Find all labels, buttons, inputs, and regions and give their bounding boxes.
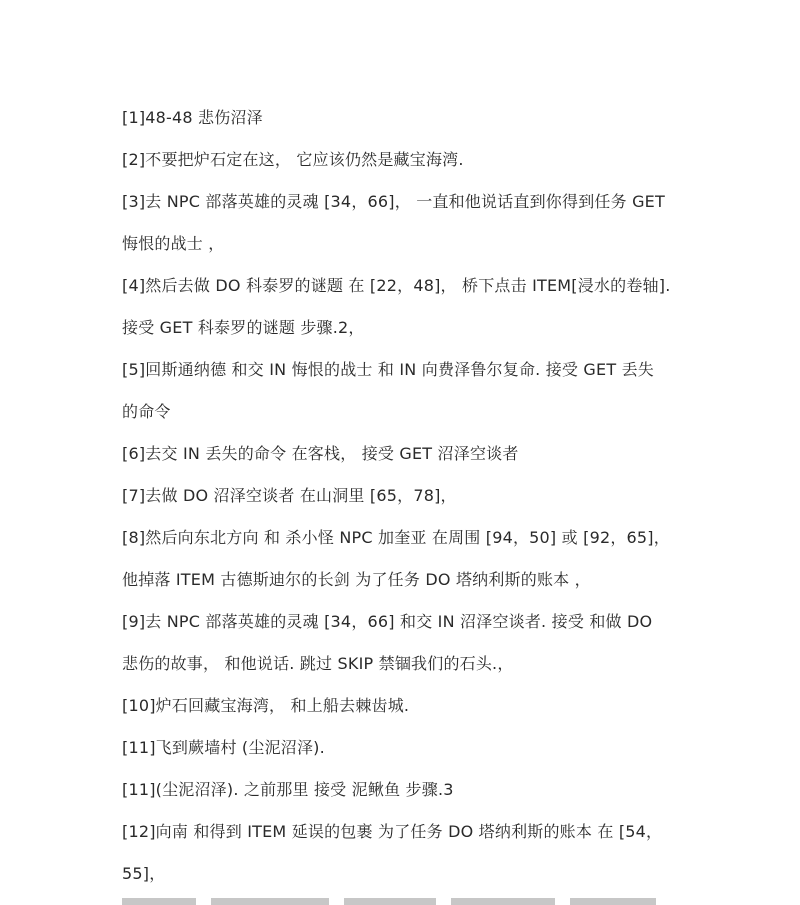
- document-line: 的命令: [122, 402, 171, 421]
- document-line: 接受 GET 科泰罗的谜题 步骤.2，: [122, 318, 365, 337]
- document-line: [1]48-48 悲伤沼泽: [122, 108, 263, 127]
- cutoff-text-fragment: [122, 898, 196, 905]
- document-line: [3]去 NPC 部落英雄的灵魂 [34，66]， 一直和他说话直到你得到任务 GET: [122, 192, 665, 211]
- document-line: 悔恨的战士 ，: [122, 234, 225, 253]
- document-line: [7]去做 DO 沼泽空谈者 在山洞里 [65，78]，: [122, 486, 457, 505]
- document-line: [8]然后向东北方向 和 杀小怪 NPC 加奎亚 在周围 [94，50] 或 [92，65]，: [122, 528, 670, 547]
- cutoff-next-line: [122, 898, 682, 905]
- document-line: [11]飞到蕨墙村 (尘泥沼泽).: [122, 738, 325, 757]
- document-line: [5]回斯通纳德 和交 IN 悔恨的战士 和 IN 向费泽鲁尔复命. 接受 GET 丢失: [122, 360, 654, 379]
- cutoff-text-fragment: [211, 898, 329, 905]
- document-line: 55]，: [122, 864, 166, 883]
- document-line: [2]不要把炉石定在这， 它应该仍然是藏宝海湾.: [122, 150, 464, 169]
- document-line: [6]去交 IN 丢失的命令 在客栈， 接受 GET 沼泽空谈者: [122, 444, 519, 463]
- cutoff-text-fragment: [570, 898, 656, 905]
- cutoff-text-fragment: [451, 898, 555, 905]
- document-line: [11](尘泥沼泽). 之前那里 接受 泥鳅鱼 步骤.3: [122, 780, 454, 799]
- document-body: [122, 104, 692, 902]
- cutoff-text-fragment: [344, 898, 436, 905]
- document-line: [10]炉石回藏宝海湾， 和上船去棘齿城.: [122, 696, 410, 715]
- document-line: [4]然后去做 DO 科泰罗的谜题 在 [22，48]， 桥下点击 ITEM[浸水的卷轴].: [122, 276, 671, 295]
- document-line: 他掉落 ITEM 古德斯迪尔的长剑 为了任务 DO 塔纳利斯的账本 ，: [122, 570, 591, 589]
- document-line: [9]去 NPC 部落英雄的灵魂 [34，66] 和交 IN 沼泽空谈者. 接受 和做 DO: [122, 612, 653, 631]
- document-line: [12]向南 和得到 ITEM 延误的包裹 为了任务 DO 塔纳利斯的账本 在 [54，: [122, 822, 663, 841]
- document-line: 悲伤的故事， 和他说话. 跳过 SKIP 禁锢我们的石头.，: [122, 654, 514, 673]
